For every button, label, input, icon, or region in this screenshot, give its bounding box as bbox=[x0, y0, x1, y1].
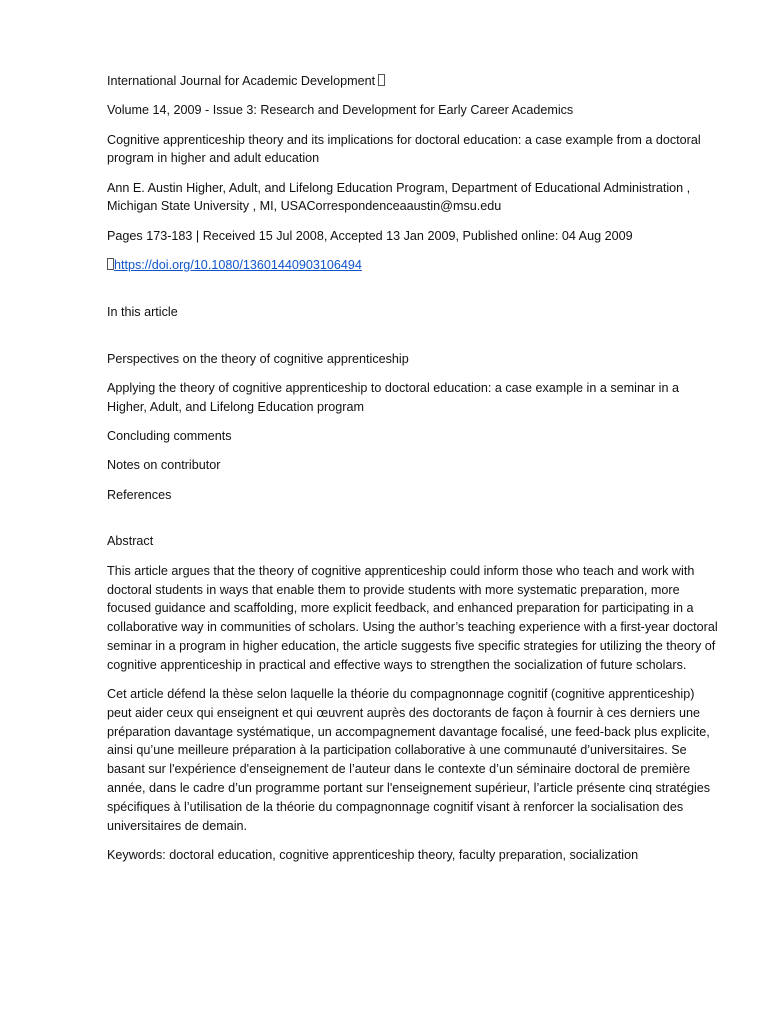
journal-line bbox=[107, 72, 719, 91]
toc-item-notes[interactable]: Notes on contributor bbox=[107, 458, 221, 473]
toc-item-applying[interactable]: Applying the theory of cognitive apprenticeship to doctoral education: a case example in a seminar in a Higher, Adult, and Lifelong Education program bbox=[107, 380, 679, 414]
doi-link[interactable]: https://doi.org/10.1080/13601440903106494 bbox=[114, 258, 362, 273]
toc-item-perspectives[interactable]: Perspectives on the theory of cognitive apprenticeship bbox=[107, 351, 409, 366]
abstract-english: This article argues that the theory of cognitive apprenticeship could inform those who teach and work with doctoral students in ways that enable them to provide students with more systematic preparation, more focused guidance and scaffolding, more explicit feedback, and enhanced preparation for participating in a collaborative way in communities of scholars. Using the author’s teaching experience with a first-year doctoral seminar in a program in higher education, the article suggests five specific strategies for utilizing the theory of cognitive apprenticeship in practical and effective ways to strengthen the socialization of future scholars. bbox=[107, 563, 718, 672]
author-affiliation: Ann E. Austin Higher, Adult, and Lifelong Education Program, Department of Educational Administration , Michigan State University , MI, USACorrespondenceaaustin@msu.edu bbox=[107, 180, 691, 214]
article-title: Cognitive apprenticeship theory and its implications for doctoral education: a case example from a doctoral program in higher and adult education bbox=[107, 132, 701, 166]
keywords-line: Keywords: doctoral education, cognitive apprenticeship theory, faculty preparation, socialization bbox=[107, 847, 639, 862]
document-page bbox=[107, 72, 719, 875]
missing-glyph-icon bbox=[107, 258, 114, 270]
missing-glyph-icon bbox=[378, 74, 385, 86]
abstract-heading: Abstract bbox=[107, 534, 154, 549]
journal-name: International Journal for Academic Development bbox=[107, 74, 376, 88]
doi-line bbox=[107, 256, 719, 275]
toc-heading: In this article bbox=[107, 304, 178, 319]
volume-line: Volume 14, 2009 - Issue 3: Research and Development for Early Career Academics bbox=[107, 103, 574, 118]
toc-item-references[interactable]: References bbox=[107, 487, 172, 502]
abstract-french: Cet article défend la thèse selon laquelle la théorie du compagnonnage cognitif (cognitive apprenticeship) peut aider ceux qui enseignent et qui œuvrent auprès des doctorants de façon à fournir à ces derniers une préparation davantage systématique, un accompagnement davantage focalisé, une feed-back plus explicite, ainsi qu’une meilleure préparation à la participation collaborative à une communauté d’universitaires. Se basant sur l'expérience d'enseignement de l’auteur dans le contexte d’un séminaire doctoral de première année, dans le cadre d’un programme portant sur l'enseignement supérieur, l’article présente cinq stratégies spécifiques à l’utilisation de la théorie du compagnonnage cognitif visant à renforcer la socialisation des universitaires de demain. bbox=[107, 687, 711, 833]
toc-item-concluding[interactable]: Concluding comments bbox=[107, 429, 232, 444]
publication-info: Pages 173-183 | Received 15 Jul 2008, Accepted 13 Jan 2009, Published online: 04 Aug 2009 bbox=[107, 228, 633, 243]
